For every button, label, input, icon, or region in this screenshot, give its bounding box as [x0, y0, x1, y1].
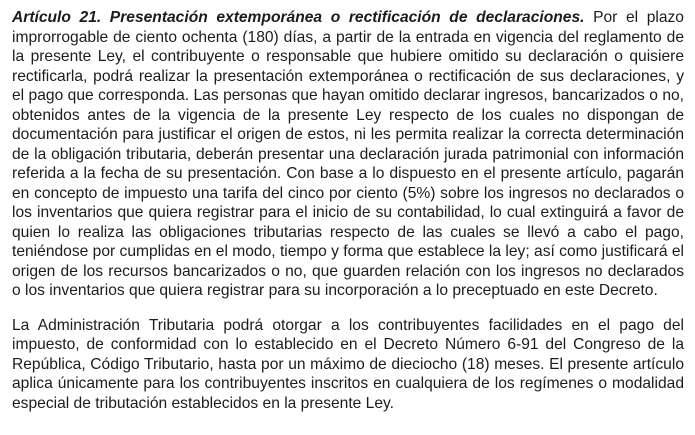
article-paragraph-1-text: Por el plazo improrrogable de ciento ochenta (180) días, a partir de la entrada en vigencia del reglamento de la presente Ley, el contribuyente o responsable que hubiere omitido su declaración o quisiere rectificarla, podrá realizar la presentación extemporánea o rectificación de sus declaraciones, y el pago que corresponda. Las personas que hayan omitido declarar ingresos, bancarizados o no, obtenidos antes de la vigencia de la presente Ley respecto de los cuales no dispongan de documentación para justificar el origen de estos, ni les permita realizar la correcta determinación de la obligación tributaria, deberán presentar una declaración jurada patrimonial con información referida a la fecha de su presentación. Con base a lo dispuesto en el presente artículo, pagarán en concepto de impuesto una tarifa del cinco por ciento (5%) sobre los ingresos no declarados o los inventarios que quiera registrar para el inicio de su contabilidad, lo cual extinguirá a favor de quien lo realiza las obligaciones tributarias respecto de las cuales se llevó a cabo el pago, teniéndose por cumplidas en el modo, tiempo y forma que establece la ley; así como justificará el origen de los recursos bancarizados o no, que guarden relación con los ingresos no declarados o los inventarios que quiera registrar para su incorporación a lo preceptuado en este Decreto. — [12, 9, 684, 299]
document-page — [12, 8, 684, 413]
article-paragraph-1 — [12, 8, 684, 301]
article-title: Artículo 21. Presentación extemporánea o rectificación de declaraciones. — [12, 9, 585, 26]
article-paragraph-2: La Administración Tributaria podrá otorgar a los contribuyentes facilidades en el pago del impuesto, de conformidad con lo establecido en el Decreto Número 6-91 del Congreso de la República, Código Tributario, hasta por un máximo de dieciocho (18) meses. El presente artículo aplica únicamente para los contribuyentes inscritos en cualquiera de los regímenes o modalidad especial de tributación establecidos en la presente Ley. — [12, 316, 684, 412]
